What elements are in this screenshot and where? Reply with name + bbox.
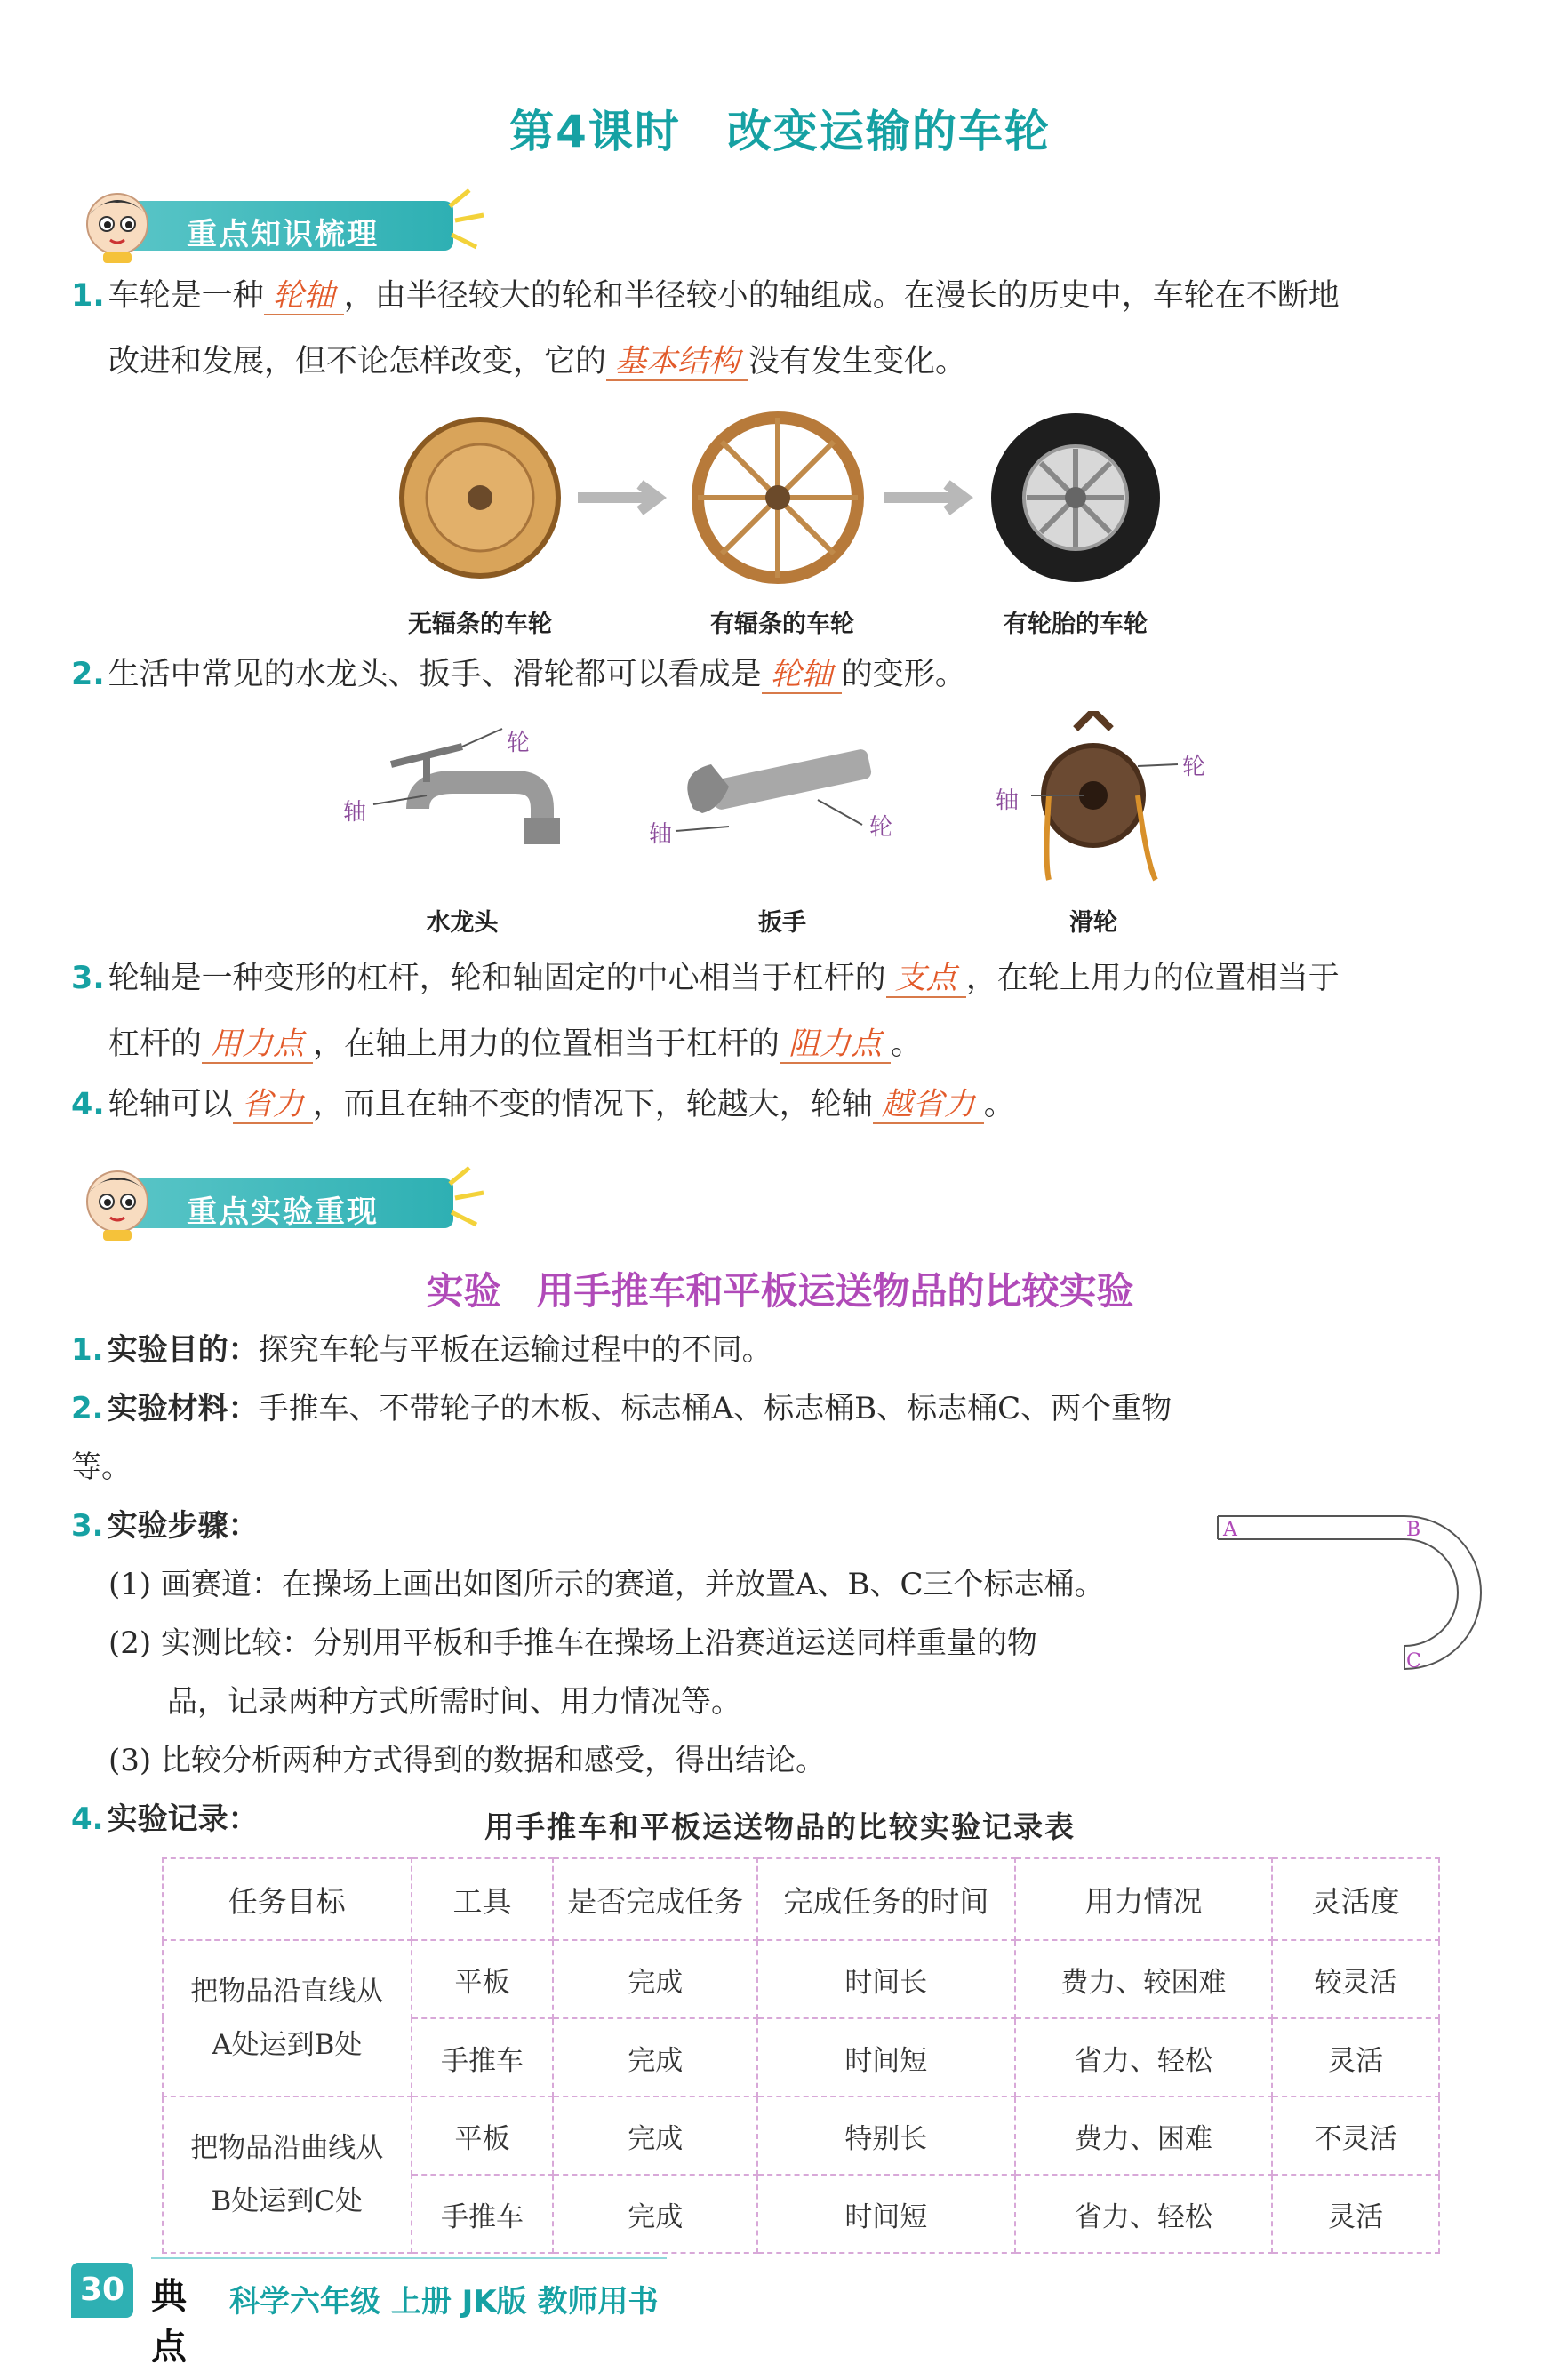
table-cell: 省力、轻松 [1015,2018,1273,2096]
table-header: 是否完成任务 [553,1858,757,1940]
knowledge-item-2: 2. 生活中常见的水龙头、扳手、滑轮都可以看成是 轮轴 的变形。 [71,657,966,692]
experiment-steps: 3. 实验步骤： [71,1508,259,1544]
caption-tire-wheel: 有轮胎的车轮 [1004,611,1148,638]
step-2-continued: 品，记录两种方式所需时间、用力情况等。 [167,1684,741,1720]
caption-wrench: 扳手 [758,909,806,937]
table-cell: 手推车 [412,2175,554,2253]
answer-blank: 轮轴 [762,657,842,694]
table-cell: 完成 [553,2096,757,2175]
knowledge-item-4: 4. 轮轴可以 省力 ，而且在轴不变的情况下，轮越大，轮轴 越省力 。 [71,1087,1015,1122]
brand-logo: 典点 [151,2276,187,2368]
answer-blank: 阻力点 [780,1026,891,1064]
table-cell: 时间长 [757,1940,1015,2018]
spark-icon [443,188,487,251]
record-table [162,1857,1440,2254]
table-cell: 省力、轻松 [1015,2175,1273,2253]
knowledge-item-3: 3. 轮轴是一种变形的杠杆，轮和轴固定的中心相当于杠杆的 支点 ，在轮上用力的位置相当于 杠杆的 用力点 ，在轴上用力的位置相当于杠杆的 阻力点 。 [71,961,1340,1062]
knowledge-item-1: 1. 车轮是一种 轮轴 ，由半径较大的轮和半径较小的轴组成。在漫长的历史中，车轮在不断地 改进和发展，但不论怎样改变，它的 基本结构 没有发生变化。 [71,278,1340,379]
table-header: 工具 [412,1858,554,1940]
answer-blank: 支点 [886,961,966,998]
tools-figure [338,711,1227,889]
label-axle-pulley: 轴 [996,787,1020,814]
spoked-wheel-image [698,418,858,578]
answer-blank: 越省力 [873,1087,984,1124]
table-header: 灵活度 [1272,1858,1439,1940]
experiment-body [71,1321,1227,1849]
table-cell: 灵活 [1272,2018,1439,2096]
step-3: (3) 比较分析两种方式得到的数据和感受，得出结论。 [108,1743,826,1778]
table-cell: 较灵活 [1272,1940,1439,2018]
spark-icon [443,1166,487,1228]
table-cell: 完成 [553,1940,757,2018]
section-title-experiment: 重点实验重现 [187,1194,379,1230]
caption-faucet: 水龙头 [426,909,499,937]
page-title [0,96,1560,160]
cone-a-label: A [1223,1519,1237,1541]
label-axle-wrench: 轴 [649,821,673,848]
answer-blank: 轮轴 [264,278,344,315]
table-cell: 时间短 [757,2018,1015,2096]
step-2: (2) 实测比较：分别用平板和手推车在操场上沿赛道运送同样重量的物 [108,1625,1037,1661]
caption-solid-wheel: 无辐条的车轮 [408,611,552,638]
task-cell: 把物品沿曲线从 B处运到C处 [163,2096,412,2253]
lesson-number: 第4课时 [509,106,681,157]
cone-c-label: C [1406,1650,1421,1673]
table-caption: 用手推车和平板运送物品的比较实验记录表 [484,1809,1076,1844]
table-cell: 平板 [412,1940,554,2018]
caption-spoked-wheel: 有辐条的车轮 [710,611,854,638]
experiment-materials: 2. 实验材料：手推车、不带轮子的木板、标志桶A、标志桶B、标志桶C、两个重物等。 [71,1391,1172,1485]
step-1: (1) 画赛道：在操场上画出如图所示的赛道，并放置A、B、C三个标志桶。 [108,1567,1105,1602]
section-banner-experiment [71,1166,453,1234]
page-number: 30 [71,2263,133,2318]
pulley-image [1031,711,1178,880]
lesson-title: 改变运输的车轮 [726,106,1051,157]
label-axle-faucet: 轴 [343,799,367,826]
solid-wheel-image [402,419,558,576]
table-cell: 费力、困难 [1015,2096,1273,2175]
table-cell: 手推车 [412,2018,554,2096]
answer-blank: 用力点 [202,1026,313,1064]
label-wheel-wrench: 轮 [869,814,893,841]
table-row [163,1940,1439,2018]
table-header-row [163,1858,1439,1940]
section-title-knowledge: 重点知识梳理 [187,217,379,252]
section-banner-knowledge [71,188,453,256]
table-cell: 完成 [553,2175,757,2253]
table-cell: 灵活 [1272,2175,1439,2253]
wheels-evolution-figure [391,409,1173,587]
wrench-image [676,748,873,831]
table-cell: 时间短 [757,2175,1015,2253]
faucet-image [373,729,560,844]
table-header: 用力情况 [1015,1858,1273,1940]
book-info: 科学六年级 上册 JK版 教师用书 [229,2284,659,2320]
cone-b-label: B [1406,1519,1421,1541]
answer-blank: 基本结构 [606,344,748,381]
label-wheel-faucet: 轮 [507,730,531,756]
table-cell: 不灵活 [1272,2096,1439,2175]
caption-pulley: 滑轮 [1069,909,1117,937]
experiment-record: 4. 实验记录： [71,1801,259,1837]
tire-wheel-image [991,413,1160,582]
footer-divider [151,2257,667,2259]
track-diagram [1209,1507,1493,1685]
table-cell: 费力、较困难 [1015,1940,1273,2018]
table-cell: 平板 [412,2096,554,2175]
task-cell: 把物品沿直线从 A处运到B处 [163,1940,412,2096]
experiment-purpose: 1. 实验目的：探究车轮与平板在运输过程中的不同。 [71,1332,772,1368]
answer-blank: 省力 [233,1087,313,1124]
mascot-icon [71,1166,160,1241]
table-cell: 特别长 [757,2096,1015,2175]
table-header: 完成任务的时间 [757,1858,1015,1940]
arrow-right-icon [884,484,964,511]
table-cell: 完成 [553,2018,757,2096]
mascot-icon [71,188,160,263]
label-wheel-pulley: 轮 [1182,754,1206,780]
arrow-right-icon [578,484,658,511]
table-row [163,2096,1439,2175]
table-header: 任务目标 [163,1858,412,1940]
experiment-title: 实验 用手推车和平板运送物品的比较实验 [426,1269,1134,1313]
